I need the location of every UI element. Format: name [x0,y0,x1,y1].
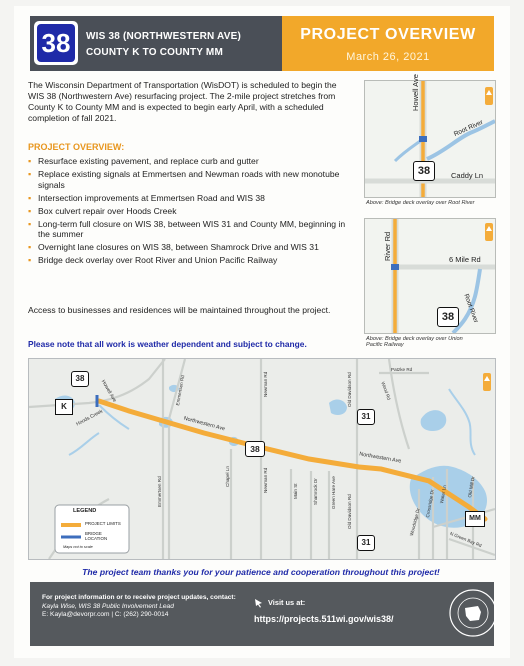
road-label-6-mile: 6 Mile Rd [449,255,481,264]
project-date: March 26, 2021 [346,51,430,63]
road-label: Emmertsen Rd [157,476,162,507]
road-label: Emmertsen Rd [175,374,186,406]
road-label: Chapel Ln [225,466,230,487]
flyer-page [14,6,510,658]
list-item: ▪ Box culvert repair over Hoods Creek [28,206,354,217]
header-title-banner [282,16,494,71]
list-item: ▪ Bridge deck overlay over Root River and Union Pacific Railway [28,255,354,266]
road-label: Hoods Creek [75,408,104,428]
list-item: ▪ Intersection improvements at Emmertsen Road and WIS 38 [28,193,354,204]
north-arrow-icon [483,373,491,391]
contact-block [42,594,240,620]
list-item: ▪ Long-term full closure on WIS 38, between WIS 31 and County MM, beginning in the summer [28,219,354,240]
header-route-banner [30,16,282,71]
road-label: Old Davidson Rd [347,372,352,407]
river-label: Root River [452,118,485,139]
north-arrow-icon [485,223,493,241]
list-item: ▪ Overnight lane closures on WIS 38, between Shamrock Drive and WIS 31 [28,242,354,253]
road-label: Water Ln [439,484,448,504]
road-label: Woodridge Dr [409,507,421,537]
contact-footer [30,582,494,646]
header-title-line2: COUNTY K TO COUNTY MM [86,47,223,58]
mouse-pointer-icon [254,595,264,605]
route-38-shield-icon: 38 [413,161,435,181]
project-map-graphic [29,359,495,559]
project-area-map [28,358,496,560]
list-item: ▪ Resurface existing pavement, and replace curb and gutter [28,156,354,167]
road-label: Northwestern Ave [358,451,402,465]
road-label: Newman Rd [263,467,268,493]
route-38-shield-icon: 38 [71,371,89,387]
road-label: Howell Ave [99,379,118,404]
legend-bridge-location: BRIDGE LOCATION [85,531,108,541]
wisdot-seal-icon [448,588,498,638]
thanks-message: The project team thanks you for your patience and cooperation throughout this project! [82,567,440,577]
contact-name: Kayla Wise, WIS 38 Public Involvement Lead [42,602,174,610]
road-label-caddy: Caddy Ln [451,171,484,180]
road-label: Old Mill Dr [467,475,476,498]
road-label: Old Davidson Rd [347,494,352,529]
road-label: Green Hare Ave [331,476,336,509]
road-label: Wood Rd [380,381,392,401]
access-paragraph: Access to businesses and residences will be maintained throughout the project. [28,305,331,315]
inset-1-caption: Above: Bridge deck overlay over Root River [366,200,475,206]
contact-details: E: Kayla@devorpr.com | C: (262) 290-0014 [42,611,169,619]
inset-2-caption: Above: Bridge deck overlay over Union Pacific Railway [366,336,463,349]
road-label-howell: Howell Ave [411,74,420,111]
inset-map-railway [364,218,496,334]
north-arrow-icon [485,87,493,105]
river-label: Root River [462,293,480,324]
route-38-shield-icon: 38 [437,307,459,327]
county-mm-shield-icon: MM [465,511,485,527]
road-label: Shamrock Dr [313,478,318,505]
legend-scale-note: Maps not to scale [63,545,93,549]
road-label-river: River Rd [383,231,392,261]
road-label: Crossridge Dr [425,489,435,518]
road-label: Northwestern Ave [182,415,226,433]
project-website-link[interactable]: https://projects.511wi.gov/wis38/ [254,614,394,624]
project-title: PROJECT OVERVIEW [300,26,476,43]
list-item: ▪ Replace existing signals at Emmertsen and Newman roads with new monotube signals [28,169,354,190]
header-title-line1: WIS 38 (NORTHWESTERN AVE) [86,31,242,42]
route-31-shield-icon: 31 [357,409,375,425]
overview-heading: PROJECT OVERVIEW: [28,142,125,152]
road-label: Main St [293,483,298,499]
route-38-shield-icon: 38 [245,441,265,457]
route-number: 38 [37,24,75,62]
county-k-shield-icon: K [55,399,73,415]
legend-project-limits: PROJECT LIMITS [85,521,121,526]
weather-note: Please note that all work is weather dependent and subject to change. [28,339,307,349]
inset-map-root-river [364,74,496,198]
road-label: Patzke Rd [391,367,413,372]
legend-title: LEGEND [73,508,97,514]
road-label: Newman Rd [263,371,268,397]
intro-paragraph: The Wisconsin Department of Transportation (WisDOT) is scheduled to begin the WIS 38 (Northwestern Ave) resurfacing project. The 2-mile project stretches from County K to County MM and is expected to begin early April, with a scheduled completion of fall 2021. [28,80,337,123]
route-31-shield-icon: 31 [357,535,375,551]
road-label: N Green Bay Rd [449,530,483,549]
contact-heading: For project information or to receive project updates, contact: [42,594,236,601]
overview-list [28,156,354,268]
route-38-shield-icon [34,21,78,65]
visit-label: Visit us at: [268,598,306,607]
